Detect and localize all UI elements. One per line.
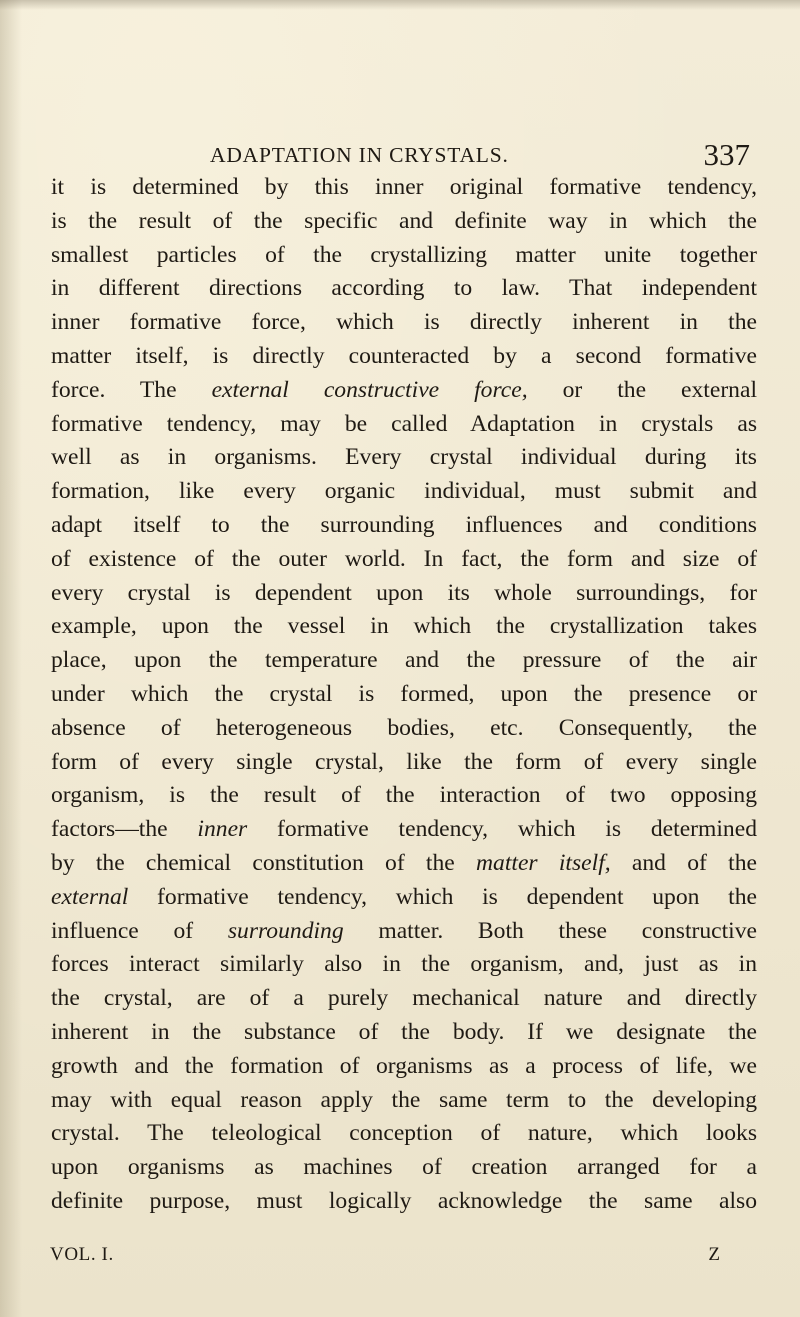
- text-line: [51, 813, 757, 847]
- text-segment: example, upon the vessel in which the crystallization takes: [51, 613, 757, 640]
- text-segment: forces interact similarly also in the organism, and, just as in: [51, 951, 757, 978]
- text-line: [51, 948, 757, 982]
- text-line: [51, 272, 757, 306]
- text-segment: crystal. The teleological conception of nature, which looks: [51, 1120, 757, 1147]
- text-segment: place, upon the temperature and the pressure of the air: [51, 647, 757, 674]
- page-footer: [50, 1244, 720, 1274]
- italic-text: inner: [197, 816, 248, 843]
- text-segment: is the result of the specific and definite way in which the: [51, 207, 757, 234]
- text-line: [51, 1050, 757, 1084]
- text-segment: and of the: [610, 849, 757, 876]
- text-segment: force. The: [51, 376, 212, 403]
- text-line: [51, 1151, 757, 1185]
- text-segment: growth and the formation of organisms as a process of life, we: [51, 1052, 757, 1079]
- text-segment: by the chemical constitution of the: [51, 849, 477, 876]
- text-line: [51, 171, 757, 205]
- page-number: 337: [703, 137, 750, 172]
- text-line: [51, 374, 757, 408]
- text-line: [51, 408, 757, 442]
- text-segment: inner formative force, which is directly inherent in the: [51, 309, 757, 336]
- text-segment: formative tendency, which is dependent upon the: [128, 883, 757, 910]
- text-line: [51, 779, 757, 813]
- italic-text: matter itself,: [476, 849, 611, 876]
- text-segment: matter. Both these constructive: [343, 917, 757, 944]
- text-segment: under which the crystal is formed, upon the presence or: [51, 680, 757, 707]
- text-line: [51, 441, 757, 475]
- text-line: [51, 847, 757, 881]
- text-segment: well as in organisms. Every crystal individual during its: [51, 444, 757, 471]
- top-edge-shadow: [0, 0, 800, 10]
- text-segment: formation, like every organic individual, must submit and: [51, 478, 757, 505]
- text-line: [51, 644, 757, 678]
- text-line: [51, 610, 757, 644]
- text-segment: may with equal reason apply the same term to the developing: [51, 1086, 757, 1113]
- volume-label: VOL. I.: [50, 1244, 114, 1265]
- signature-mark: Z: [708, 1244, 720, 1265]
- text-line: [51, 1117, 757, 1151]
- text-line: [51, 475, 757, 509]
- text-line: [51, 915, 757, 949]
- text-segment: in different directions according to law. That independent: [51, 275, 757, 302]
- text-segment: factors—the: [51, 816, 198, 843]
- text-line: [51, 678, 757, 712]
- text-segment: inherent in the substance of the body. If we designate the: [51, 1018, 757, 1045]
- text-segment: every crystal is dependent upon its whole surroundings, for: [51, 579, 757, 606]
- italic-text: external constructive force,: [211, 376, 528, 403]
- text-segment: upon organisms as machines of creation arranged for a: [51, 1154, 757, 1181]
- text-line: [51, 982, 757, 1016]
- text-segment: organism, is the result of the interaction of two opposing: [51, 782, 757, 809]
- text-segment: formative tendency, may be called Adaptation in crystals as: [51, 410, 757, 437]
- text-line: [51, 746, 757, 780]
- text-line: [51, 543, 757, 577]
- text-segment: adapt itself to the surrounding influences and conditions: [51, 511, 757, 538]
- text-segment: formative tendency, which is determined: [247, 816, 757, 843]
- text-line: [51, 1016, 757, 1050]
- text-line: [51, 205, 757, 239]
- text-line: [51, 306, 757, 340]
- italic-text: external: [51, 883, 129, 910]
- text-line: [51, 577, 757, 611]
- binding-shadow: [0, 0, 22, 1317]
- text-segment: the crystal, are of a purely mechanical nature and directly: [51, 985, 757, 1012]
- text-segment: it is determined by this inner original formative tendency,: [51, 174, 757, 200]
- text-line: [51, 239, 757, 273]
- text-segment: form of every single crystal, like the form of every single: [51, 748, 757, 775]
- text-segment: definite purpose, must logically acknowledge the same also: [51, 1187, 757, 1214]
- text-segment: influence of: [51, 917, 228, 944]
- text-line: [51, 712, 757, 746]
- text-line: [51, 340, 757, 374]
- text-line: [51, 1185, 757, 1219]
- body-text: [51, 171, 757, 1219]
- running-title: ADAPTATION IN CRYSTALS.: [210, 143, 509, 167]
- text-line: [51, 509, 757, 543]
- text-line: [51, 881, 757, 915]
- text-segment: absence of heterogeneous bodies, etc. Consequently, the: [51, 714, 757, 741]
- text-segment: or the external: [527, 376, 757, 403]
- text-segment: matter itself, is directly counteracted by a second formative: [51, 342, 757, 369]
- italic-text: surrounding: [227, 917, 344, 944]
- text-line: [51, 1084, 757, 1118]
- text-segment: smallest particles of the crystallizing matter unite together: [51, 241, 757, 268]
- text-segment: of existence of the outer world. In fact, the form and size of: [51, 545, 757, 572]
